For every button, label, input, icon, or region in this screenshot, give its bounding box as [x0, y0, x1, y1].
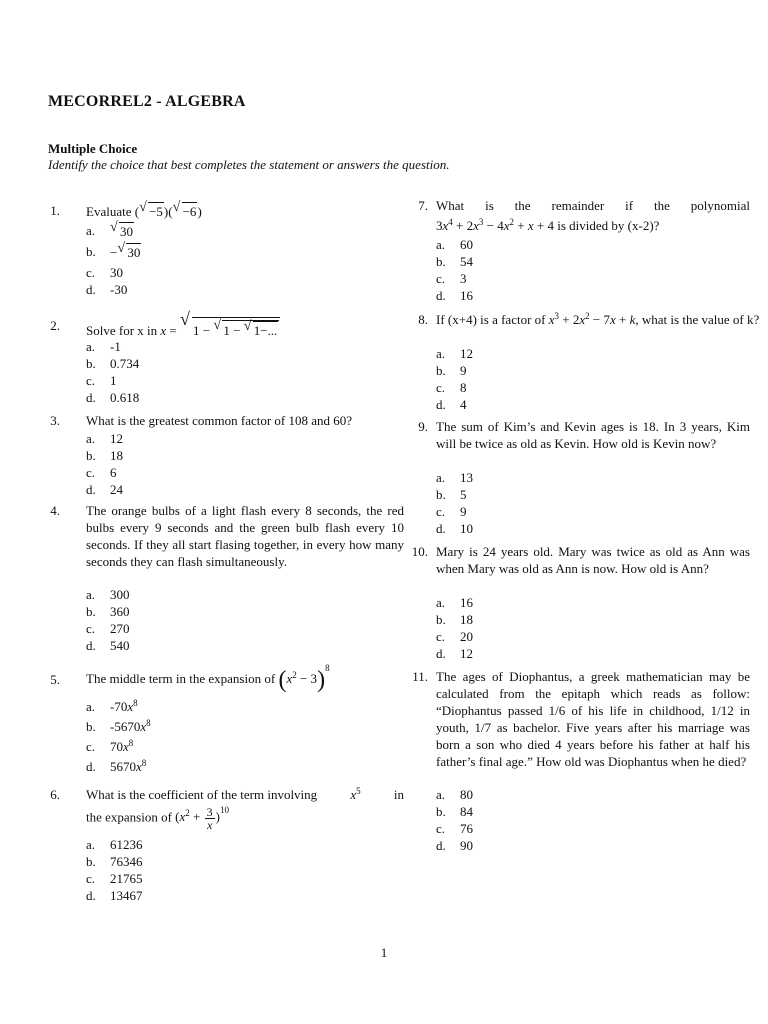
question-number: 4.	[50, 503, 60, 518]
question-text: The sum of Kim’s and Kevin ages is 18. In 3 years, Kim will be twice as old as Kevin. How old is Kevin now?	[436, 419, 750, 451]
question-text: Evaluate	[86, 204, 132, 219]
question-text: If (x+4) is a factor of	[436, 312, 546, 327]
question-number: 9.	[418, 419, 428, 434]
question-number: 6.	[50, 787, 60, 802]
question-number: 10.	[411, 544, 428, 559]
question-text: Mary is 24 years old. Mary was twice as old as Ann was when Mary was old as Ann is now. How old is Ann?	[436, 544, 750, 576]
question-text: What is the coefficient of the term involving	[86, 787, 318, 802]
question-number: 3.	[50, 413, 60, 428]
question-number: 11.	[412, 669, 428, 684]
math-expression: ($x^2$ + $\frac{3}{x}$ )$^{10}$	[175, 805, 229, 832]
question-number: 5.	[50, 672, 60, 687]
math-expression: x = √ 1 − √ 1 − √ 1−...	[160, 323, 280, 338]
question-number: 7.	[418, 198, 428, 213]
math-expression: $3x^4 + 2x^3 - 4x^2 + x + 4$	[436, 217, 554, 233]
math-expression: $(x^2 - 3)^8$	[278, 663, 330, 693]
math-expression: $x^5$	[350, 786, 361, 802]
question-text: What is the greatest common factor of 108 and 60?	[86, 413, 353, 428]
section-heading: Multiple Choice	[48, 141, 138, 156]
question-text: The middle term in the expansion of	[86, 671, 276, 686]
question-number: 1.	[50, 203, 60, 218]
instructions: Identify the choice that best completes the statement or answers the question.	[48, 157, 450, 172]
exam-page: MECORREL2 - ALGEBRA Multiple Choice Identify the choice that best completes the statement or answers the question. 1. Evaluate ( √ −5)( √ −6) a. √ 30 b. − √ 30 c. 30 d. -30 2. Solve for x in x = √ 1 − √ 1 − √ 1−... a. -1 b. 0.734 c. 1 d. 0.618 3. What is the greatest common factor of 108 and 60? a. 12 b. 18 c. 6 d. 24 4. The orange bulbs of a light flash every 8 seconds, the red bulbs every 9 seconds and the green bulb flash every 10 seconds. If they all start flasing together, in every how many seconds they can flash simultaneously. a. 300 b. 360 c. 270 d. 540 5. The middle term in the expansion of $(x^2 - 3)^8$ a. $-70x^8$ b. $-5670x^8$ c. $70x^8$ d. $5670x^8$ 6. What is the coefficient of the term involving $x^5$ in the expansion of ($x^2$ + $\frac{3}{x}$ )$^{10}$ a. 61236 b. 76346 c. 21765 d. 13467 7. What is the remainder if the polynomial $3x^4 + 2x^3 - 4x^2 + x + 4$ is divided by (x-2)? a. 60 b. 54 c. 3 d. 16 8. If (x+4) is a factor of $x^3 + 2x^2 - 7x + k$, what is the value of k? a. 12 b. 9 c. 8 d. 4 9. The sum of Kim’s and Kevin ages is 18. In 3 years, Kim will be twice as old as Kevin. How old is Kevin now? a. 13 b. 5 c. 9 d. 10 10. Mary is 24 years old. Mary was twice as old as Ann was when Mary was old as Ann is now. How old is Ann? a. 16 b. 18 c. 20 d. 12 11. The ages of Diophantus, a greek mathematician may be calculated from the epitaph which reads as follow: “Diophantus passed 1/6 of his life in childhood, 1/12 in youth, 1/7 as bachelor. Five years after his marriage was born a son who died 4 years before his father at half his father’s final age.” How old was Diophantus when he died? a. 80 b. 84 c. 76 d. 90 1	[0, 0, 768, 1024]
question-text: Solve for x in	[86, 323, 158, 338]
document-title: MECORREL2 - ALGEBRA	[48, 93, 246, 110]
page-number: 1	[380, 945, 388, 960]
math-expression: ( √ −5)( √ −6)	[134, 200, 202, 219]
question-text: What is the remainder if the polynomial	[436, 198, 750, 213]
math-expression: $x^3 + 2x^2 - 7x + k$	[548, 311, 636, 327]
question-text: The ages of Diophantus, a greek mathematician may be calculated from the epitaph which reads as follow: “Diophantus passed 1/6 of his life in childhood, 1/12 in youth, 1/7 as bachelor. Five years after his marriage was born a son who died 4 years before his father at half his father’s final age.” How old was Diophantus when he died?	[436, 669, 750, 769]
question-number: 2.	[50, 318, 60, 333]
question-text: The orange bulbs of a light flash every 8 seconds, the red bulbs every 9 seconds and the green bulb flash every 10 seconds. If they all start flasing together, in every how many seconds they can flash simultaneously.	[86, 503, 404, 569]
question-number: 8.	[418, 312, 428, 327]
